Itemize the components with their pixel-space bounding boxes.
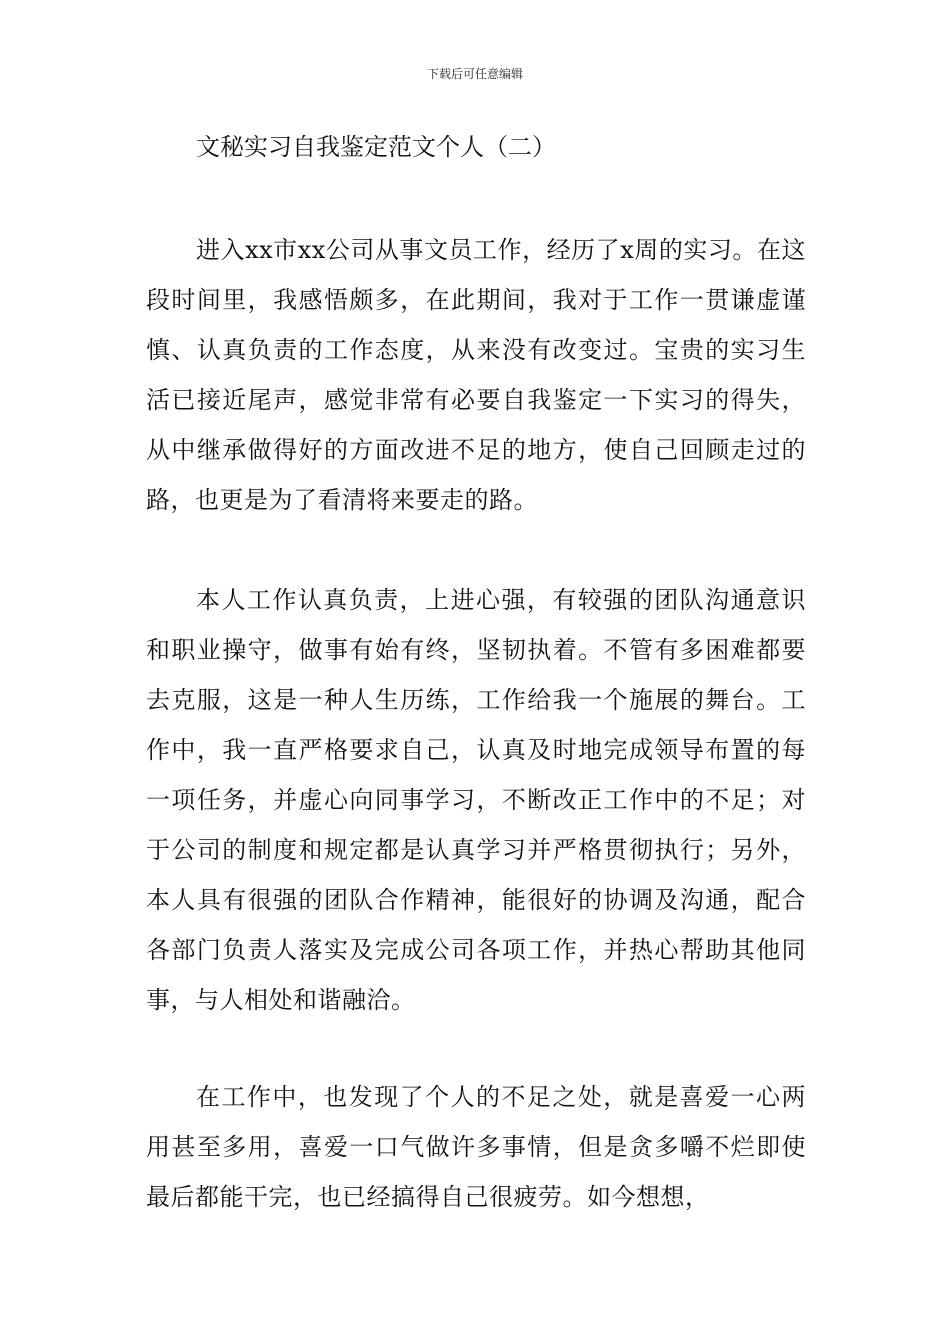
paragraph-1: 进入xx市xx公司从事文员工作，经历了x周的实习。在这段时间里，我感悟颇多，在此期间，我对于工作一贯谦虚谨慎、认真负责的工作态度，从来没有改变过。宝贵的实习生活已接近尾声，感觉非常有必要自我鉴定一下实习的得失，从中继承做得好的方面改进不足的地方，使自己回顾走过的路，也更是为了看清将来要走的路。: [146, 236, 806, 514]
page-header-note: 下载后可任意编辑: [426, 67, 523, 81]
paragraph-3: 在工作中，也发现了个人的不足之处，就是喜爱一心两用甚至多用，喜爱一口气做许多事情，但是贪多嚼不烂即使最后都能干完，也已经搞得自己很疲劳。如今想想，: [146, 1083, 806, 1211]
document-title: 文秘实习自我鉴定范文个人（二）: [196, 133, 556, 161]
paragraph-2: 本人工作认真负责，上进心强，有较强的团队沟通意识和职业操守，做事有始有终，坚韧执着。不管有多困难都要去克服，这是一种人生历练，工作给我一个施展的舞台。工作中，我一直严格要求自己，认真及时地完成领导布置的每一项任务，并虚心向同事学习，不断改正工作中的不足；对于公司的制度和规定都是认真学习并严格贯彻执行；另外，本人具有很强的团队合作精神，能很好的协调及沟通，配合各部门负责人落实及完成公司各项工作，并热心帮助其他同事，与人相处和谐融洽。: [146, 586, 806, 1014]
